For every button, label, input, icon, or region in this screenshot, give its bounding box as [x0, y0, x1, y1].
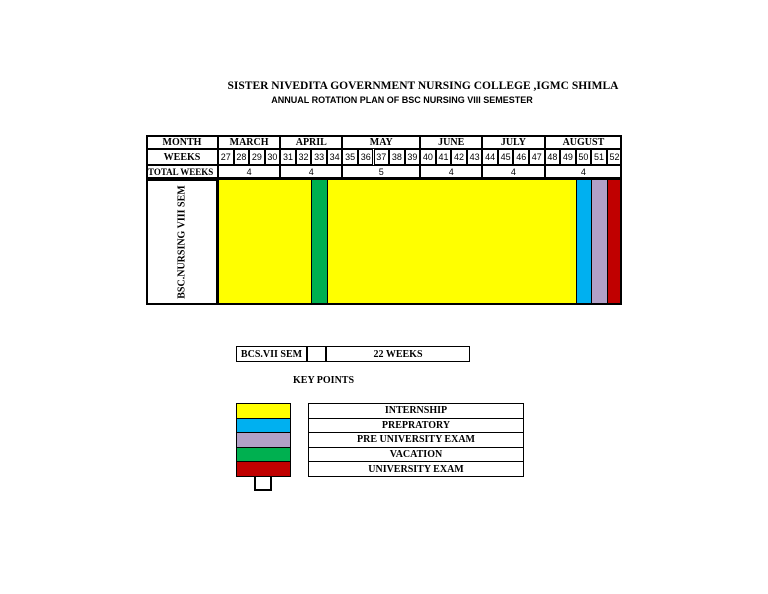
week-cell: 52 [607, 149, 623, 165]
legend-label-preparatory: PREPRATORY [308, 418, 524, 434]
week-cell: 41 [436, 149, 452, 165]
legend-swatch-internship [236, 403, 291, 419]
schedule-band-internship [218, 179, 311, 305]
summary-value: 22 WEEKS [326, 346, 470, 362]
semester-side-label: BSC.NURSING VIII SEM [176, 185, 188, 299]
schedule-band-internship [327, 179, 576, 305]
total-weeks-july: 4 [482, 165, 544, 179]
week-cell: 30 [265, 149, 281, 165]
total-weeks-august: 4 [545, 165, 623, 179]
legend-label-internship: INTERNSHIP [308, 403, 524, 419]
month-may: MAY [342, 135, 420, 149]
week-cell: 33 [311, 149, 327, 165]
month-july: JULY [482, 135, 544, 149]
week-cell: 46 [513, 149, 529, 165]
legend-swatch-university-exam [236, 461, 291, 477]
week-cell: 29 [249, 149, 265, 165]
week-cell: 34 [327, 149, 343, 165]
week-cell: 50 [576, 149, 592, 165]
legend-label-vacation: VACATION [308, 447, 524, 463]
week-cell: 44 [482, 149, 498, 165]
week-cell: 43 [467, 149, 483, 165]
total-weeks-june: 4 [420, 165, 482, 179]
month-august: AUGUST [545, 135, 623, 149]
legend-label-pre-university-exam: PRE UNIVERSITY EXAM [308, 432, 524, 448]
legend-swatch-pre-university-exam [236, 432, 291, 448]
week-cell: 45 [498, 149, 514, 165]
total-weeks-march: 4 [218, 165, 280, 179]
page-subtitle: ANNUAL ROTATION PLAN OF BSC NURSING VIII SEMESTER [271, 95, 533, 105]
body-right-border [620, 179, 622, 305]
legend-swatch-preparatory [236, 418, 291, 434]
legend-label-university-exam: UNIVERSITY EXAM [308, 461, 524, 477]
page-title: SISTER NIVEDITA GOVERNMENT NURSING COLLEGE ,IGMC SHIMLA [227, 80, 619, 92]
month-header-label: MONTH [146, 135, 218, 149]
week-cell: 32 [296, 149, 312, 165]
schedule-band-preparatory [576, 179, 592, 305]
week-cell: 49 [560, 149, 576, 165]
empty-legend-cell [254, 476, 272, 491]
week-cell: 36 [358, 149, 374, 165]
total-weeks-label: TOTAL WEEKS [146, 165, 218, 179]
summary-label: BCS.VII SEM [236, 346, 307, 362]
total-weeks-may: 5 [342, 165, 420, 179]
week-cell: 35 [342, 149, 358, 165]
weeks-header-label: WEEKS [146, 149, 218, 165]
month-march: MARCH [218, 135, 280, 149]
week-cell: 28 [234, 149, 250, 165]
month-april: APRIL [280, 135, 342, 149]
key-points-title: KEY POINTS [293, 375, 355, 386]
summary-empty-cell [307, 346, 326, 362]
semester-side-label-box [146, 179, 218, 305]
week-cell: 51 [591, 149, 607, 165]
week-cell: 42 [451, 149, 467, 165]
week-cell: 31 [280, 149, 296, 165]
month-june: JUNE [420, 135, 482, 149]
week-cell: 47 [529, 149, 545, 165]
legend-swatch-vacation [236, 447, 291, 463]
week-cell: 37 [374, 149, 390, 165]
schedule-band-pre-university-exam [591, 179, 607, 305]
week-cell: 27 [218, 149, 234, 165]
schedule-band-vacation [311, 179, 327, 305]
total-weeks-april: 4 [280, 165, 342, 179]
week-cell: 40 [420, 149, 436, 165]
week-cell: 38 [389, 149, 405, 165]
week-cell: 39 [405, 149, 421, 165]
week-cell: 48 [545, 149, 561, 165]
